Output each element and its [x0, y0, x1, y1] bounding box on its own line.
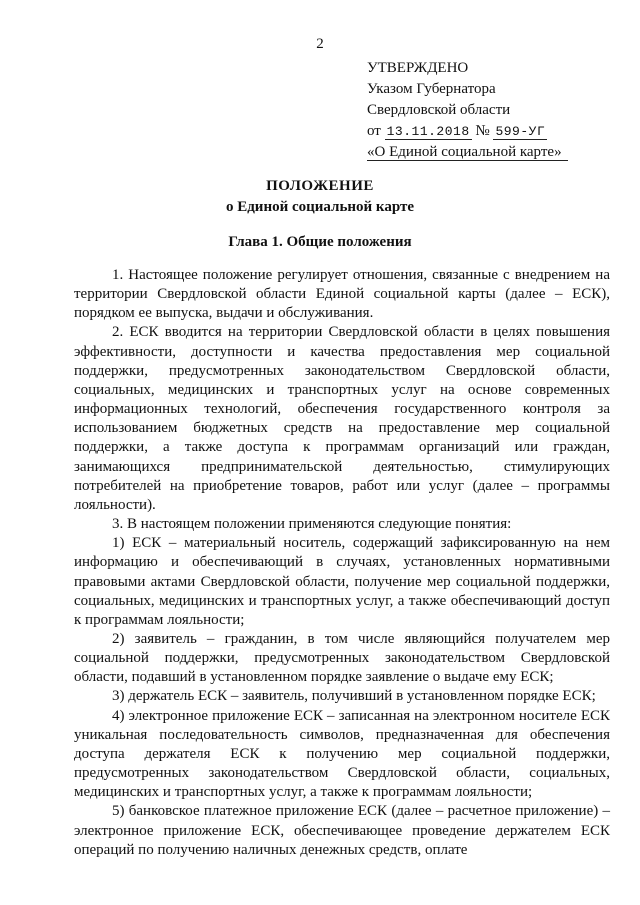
paragraph: 3. В настоящем положении применяются следующие понятия:: [112, 516, 512, 533]
page-number: 2: [316, 36, 324, 52]
number-sign: №: [475, 123, 490, 139]
paragraph: 2) заявитель – гражданин, в том числе являющийся получателем мер социальной поддержки, предусмотренных законодательством Свердловской области, подавший в установленном порядке заявление о выдаче ему ЕСК;: [74, 630, 610, 686]
body-text: [74, 266, 610, 860]
approval-number: 599-УГ: [495, 124, 546, 139]
approval-issuer: Указом Губернатора: [367, 81, 496, 97]
approval-stamp: [367, 58, 627, 163]
paragraph: 5) банковское платежное приложение ЕСК (далее – расчетное приложение) – электронное приложение ЕСК, обеспечивающее проведение держателем ЕСК операций по получению наличных денежных средств, оплате: [74, 803, 610, 858]
decree-title: «О Единой социальной карте»: [367, 144, 568, 161]
document-subtitle: о Единой социальной карте: [225, 199, 415, 215]
chapter-heading: Глава 1. Общие положения: [228, 234, 412, 250]
approval-heading: УТВЕРЖДЕНО: [367, 60, 469, 76]
paragraph: 4) электронное приложение ЕСК – записанная на электронном носителе ЕСК уникальная последовательность символов, предназначенная для обеспечения доступа держателя ЕСК к получению мер социальной поддержки, предусмотренных законодательством Свердловской области, социальных, медицинских и транспортных услуг, а также к программам лояльности;: [74, 707, 610, 801]
approval-region: Свердловской области: [367, 102, 511, 118]
paragraph: 3) держатель ЕСК – заявитель, получивший в установленном порядке ЕСК;: [112, 688, 596, 705]
approval-date-line: [367, 121, 627, 142]
paragraph: 2. ЕСК вводится на территории Свердловской области в целях повышения эффективности, доступности и качества предоставления мер социальной поддержки, предусмотренных законодательством Свердловской области, социальных, медицинских и транспортных услуг на основе современных информационных технологий, обеспечения государственного контроля за использованием бюджетных средств на предоставление мер социальной поддержки, а также доступа к программам организаций или граждан, занимающихся предпринимательской деятельностью, стимулирующих потребителей на приобретение товаров, работ или услуг (далее – программы лояльности).: [74, 324, 610, 513]
date-prefix: от: [367, 123, 381, 139]
document-title: ПОЛОЖЕНИЕ: [266, 178, 374, 194]
paragraph: 1. Настоящее положение регулирует отношения, связанные с внедрением на территории Свердловской области Единой социальной карты (далее – ЕСК), порядком ее выпуска, выдачи и обслуживания.: [74, 267, 610, 322]
paragraph: 1) ЕСК – материальный носитель, содержащий зафиксированную на нем информацию и обеспечивающий в случаях, установленных нормативными правовыми актами Свердловской области, получение мер социальной поддержки, социальных, медицинских и транспортных услуг, а также обеспечивающий доступ к программам лояльности;: [74, 535, 610, 628]
approval-date: 13.11.2018: [386, 124, 470, 139]
